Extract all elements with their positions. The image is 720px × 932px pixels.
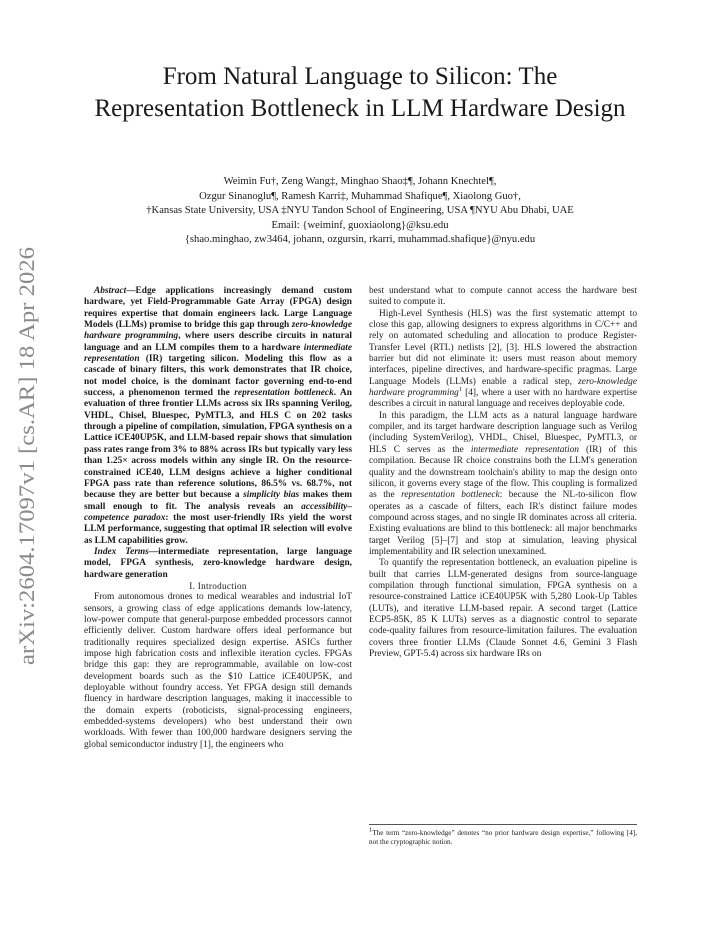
index-terms <box>84 547 352 581</box>
paragraph-text: (IR) of this compilation. Because IR choice constrains both the LLM's generation quality and the downstream toolchain's ability to map the design onto silicon, it governs every stage of the flow. This coupling is formalized as the <box>369 444 637 501</box>
right-paragraph-1 <box>369 309 637 411</box>
author-line-1: Weimin Fu†, Zeng Wang‡, Minghao Shao‡¶, Johann Knechtel¶, <box>223 176 497 187</box>
section-heading: I. Introduction <box>189 580 247 591</box>
abstract-emph: simplicity bias <box>243 490 300 501</box>
abstract-text: , where users describe circuits in natural language and an LLM compiles them to a hardware <box>84 331 352 353</box>
abstract-text: makes them small enough to fit. The analysis reveals an <box>84 490 352 512</box>
footnote-text: The term “zero-knowledge” denotes “no prior hardware design expertise,” following [4], not the cryptographic notion. <box>369 829 637 846</box>
email-line-2: {shao.minghao, zw3464, johann, ozgursin, rkarri, muhammad.shafique}@nyu.edu <box>184 234 536 246</box>
left-column <box>84 286 352 751</box>
paragraph-text: High-Level Synthesis (HLS) was the first systematic attempt to close this gap, allowing designers to express algorithms in C/C++ and rely on automated scheduling and allocation to produce Register-Transfer Level (RTL) netlists [2], [3]. HLS lowered the abstraction barrier but did not eliminate it: users must reason about memory interfaces, pipeline directives, and hardware-specific pragmas. Large Language Models (LLMs) enable a radical step, <box>369 308 637 387</box>
abstract-text: : the most user-friendly IRs yield the worst LLM performance, suggesting that optimal IR selection will evolve as LLM capabilities grow. <box>84 512 352 546</box>
right-paragraph-0: best understand what to compute cannot access the hardware best suited to compute it. <box>369 286 637 308</box>
paragraph-emph: zero-knowledge hardware programming <box>369 376 637 399</box>
abstract-text: —Edge applications increasingly demand custom hardware, yet Field-Programmable Gate Array (FPGA) design requires expertise that domain engineers lack. Large Language Models (LLMs) promise to bridge this gap through <box>84 286 352 331</box>
paragraph-text: [4], where a user with no hardware expertise describes a circuit in natural language and receives deployable code. <box>369 388 637 410</box>
arxiv-stamp-text: arXiv:2604.17097v1 [cs.AR] 18 Apr 2026 <box>14 292 39 665</box>
paragraph-emph: representation bottleneck <box>401 490 500 501</box>
arxiv-stamp <box>14 245 40 665</box>
abstract-text: (IR) targeting silicon. Modeling this flow as a cascade of binary filters, this work demonstrates that IR choice, not model choice, is the dominant factor governing end-to-end success, a phenomenon termed the <box>84 354 352 399</box>
affiliation-line: †Kansas State University, USA ‡NYU Tandon School of Engineering, USA ¶NYU Abu Dhabi, UAE <box>146 205 574 217</box>
footnote <box>369 824 637 847</box>
abstract <box>84 286 352 547</box>
abstract-emph: intermediate representation <box>84 342 352 365</box>
abstract-label: Abstract <box>94 286 127 296</box>
index-terms-text: —intermediate representation, large language model, FPGA synthesis, zero-knowledge hardware design, hardware generation <box>84 546 353 580</box>
right-paragraph-2 <box>369 411 637 558</box>
right-paragraph-3: To quantify the representation bottleneck, an evaluation pipeline is built that carries LLM-generated designs from source-language compilation through functional simulation, FPGA synthesis on a resource-constrained Lattice iCE40UP5K with 5,280 Look-Up Tables (LUTs), and iterative LLM-based repair. A second target (Lattice ECP5-85K, 85 K LUTs) serves as a diagnostic control to separate code-quality failures from resource-limitation failures. The evaluation covers three frontier LLMs (Claude Sonnet 4.6, Gemini 3 Flash Preview, GPT-5.4) across six hardware IRs on <box>369 558 637 659</box>
paragraph-emph: intermediate representation <box>470 444 579 455</box>
right-column <box>369 286 637 660</box>
footnote-mark: 1 <box>369 826 373 834</box>
author-line-2: Ozgur Sinanoglu¶, Ramesh Karri‡, Muhammad Shafique¶, Xiaolong Guo†, <box>199 190 521 202</box>
abstract-emph: zero-knowledge hardware programming <box>84 320 352 342</box>
paper-title: From Natural Language to Silicon: The Representation Bottleneck in LLM Hardware Design <box>94 63 626 122</box>
author-block <box>60 175 660 248</box>
paragraph-text: : because the NL-to-silicon flow operates as a cascade of filters, each IR's distinct failure modes compound across stages, and no single IR dominates across all criteria. Existing evaluations are blind to this bottleneck: all major benchmarks target Verilog [5]–[7] and stop at simulation, leaving physical implementability and IR selection unexamined. <box>369 490 637 557</box>
abstract-emph: accessibility–competence paradox <box>84 501 352 523</box>
abstract-text: . An evaluation of three frontier LLMs across six IRs spanning Verilog, VHDL, Chisel, Bluespec, PyMTL3, and HLS C on 202 tasks through a pipeline of compilation, simulation, FPGA synthesis on a Lattice iCE40UP5K, and LLM-based repair shows that simulation pass rates range from 3% to 88% across IRs but typically vary less than 1.25× across models within any single IR. On the resource-constrained iCE40, LLM designs achieve a higher conditional FPGA pass rate than reference solutions, 86.5% vs. 68.7%, not because they are better but because a <box>84 388 352 501</box>
abstract-emph: representation bottleneck <box>234 388 334 399</box>
paragraph-text: In this paradigm, the LLM acts as a natural language hardware compiler, and its target hardware description language such as Verilog (including SystemVerilog), VHDL, Chisel, Bluespec, PyMTL3, or HLS C serves as the <box>369 410 637 455</box>
index-terms-label: Index Terms <box>94 546 149 557</box>
email-line-1: Email: {weiminf, guoxiaolong}@ksu.edu <box>271 219 449 231</box>
intro-paragraph-1: From autonomous drones to medical wearables and industrial IoT sensors, a growing class of edge applications demands low-latency, low-power compute that general-purpose embedded processors cannot efficiently deliver. Custom hardware offers ideal performance but traditionally requires specialized design expertise. ASICs further impose high fabrication costs and inflexible iteration cycles. FPGAs bridge this gap: they are reprogrammable, available on low-cost development boards such as the $10 Lattice iCE40UP5K, and deployable without foundry access. Yet FPGA design still demands fluency in hardware description languages, making it inaccessible to the domain experts (roboticists, signal-processing engineers, embedded-systems developers) who best understand their own workloads. With fewer than 100,000 hardware designers serving the global semiconductor industry [1], the engineers who <box>84 592 352 750</box>
footnote-ref[interactable]: 1 <box>458 385 463 393</box>
